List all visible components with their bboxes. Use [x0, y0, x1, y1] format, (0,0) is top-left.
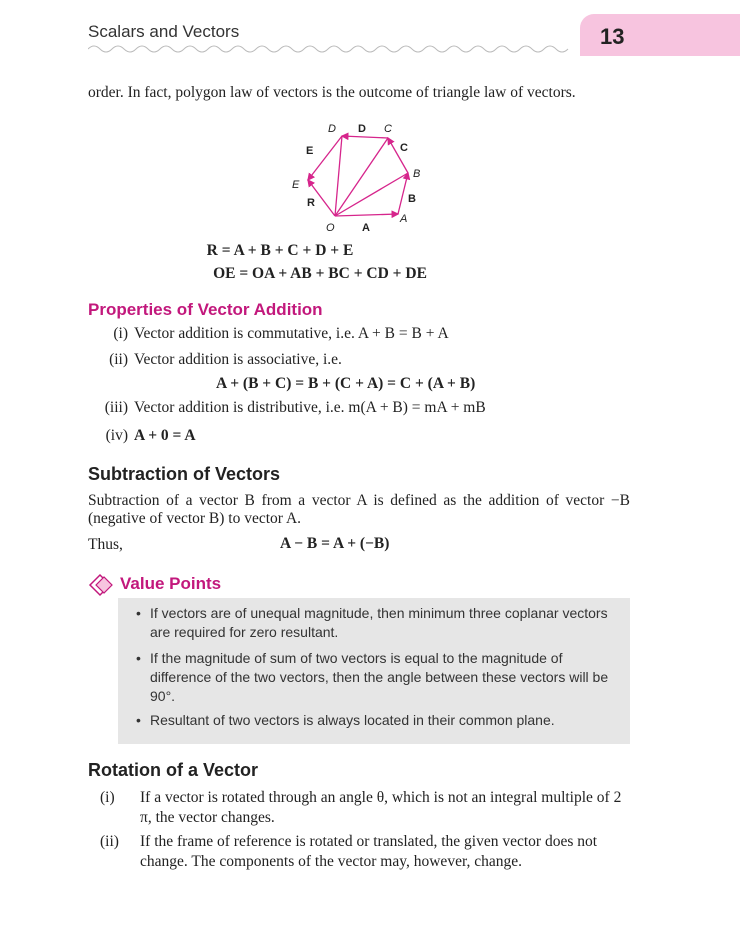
- label-D-bold: D: [358, 123, 366, 135]
- label-B-italic: B: [413, 168, 421, 180]
- equation-polygon: OE = OA + AB + BC + CD + DE: [213, 265, 427, 282]
- vector-B: [398, 173, 408, 214]
- value-point-item: • If the magnitude of sum of two vectors is equal to the magnitude of difference of the two vectors, then the angle between these vectors will be 90°.: [136, 650, 609, 704]
- rotation-heading: Rotation of a Vector: [88, 760, 259, 780]
- vector-A: [335, 214, 398, 216]
- label-A-bold: A: [362, 222, 370, 234]
- diagonal-OC: [335, 138, 388, 216]
- property-item: (i) Vector addition is commutative, i.e. A + B = B + A: [113, 325, 449, 342]
- property-item: (iii) Vector addition is distributive, i.e. m(A + B) = mA + mB: [104, 399, 486, 416]
- equation-resultant: R = A + B + C + D + E: [206, 242, 354, 259]
- label-B-bold: B: [408, 193, 416, 205]
- property-item: (iv) A + 0 = A: [105, 427, 196, 444]
- label-D-italic: D: [328, 123, 336, 135]
- label-C-italic: C: [384, 123, 392, 135]
- page-number: 13: [600, 24, 625, 49]
- diagonal-OD: [335, 136, 342, 216]
- associative-equation: A + (B + C) = B + (C + A) = C + (A + B): [216, 375, 476, 392]
- thus-label: Thus,: [88, 536, 123, 553]
- diagonal-OB: [335, 173, 408, 216]
- label-O: O: [326, 222, 335, 234]
- value-points-heading: Value Points: [120, 574, 222, 593]
- properties-heading: Properties of Vector Addition: [88, 300, 323, 319]
- rotation-item: (ii) If the frame of reference is rotated or translated, the given vector does not change. The components of the vector may, however, change.: [100, 833, 598, 870]
- label-C-bold: C: [400, 142, 408, 154]
- value-point-item: • If vectors are of unequal magnitude, then minimum three coplanar vectors are required for zero resultant.: [136, 605, 608, 640]
- vector-D: [342, 136, 388, 138]
- property-item: (ii) Vector addition is associative, i.e.: [109, 351, 342, 368]
- label-R: R: [307, 197, 315, 209]
- label-A-italic: A: [400, 213, 408, 225]
- value-point-item: • Resultant of two vectors is always located in their common plane.: [136, 712, 555, 728]
- intro-paragraph: order. In fact, polygon law of vectors is the outcome of triangle law of vectors.: [88, 84, 576, 101]
- subtraction-paragraph: Subtraction of a vector B from a vector A is defined as the addition of vector −B (negative of vector B) to vector A.: [88, 492, 630, 527]
- label-E-bold: E: [306, 145, 314, 157]
- header-squiggle-divider: [88, 42, 578, 56]
- section-title: Scalars and Vectors: [88, 22, 240, 41]
- subtraction-heading: Subtraction of Vectors: [88, 464, 281, 484]
- polygon-law-diagram: [280, 118, 440, 238]
- vector-E: [308, 136, 342, 180]
- rotation-item: (i) If a vector is rotated through an angle θ, which is not an integral multiple of 2 π, the vector changes.: [100, 789, 622, 826]
- diamond-icon: [86, 570, 118, 600]
- subtraction-equation: A − B = A + (−B): [280, 535, 390, 552]
- label-E-italic: E: [292, 179, 300, 191]
